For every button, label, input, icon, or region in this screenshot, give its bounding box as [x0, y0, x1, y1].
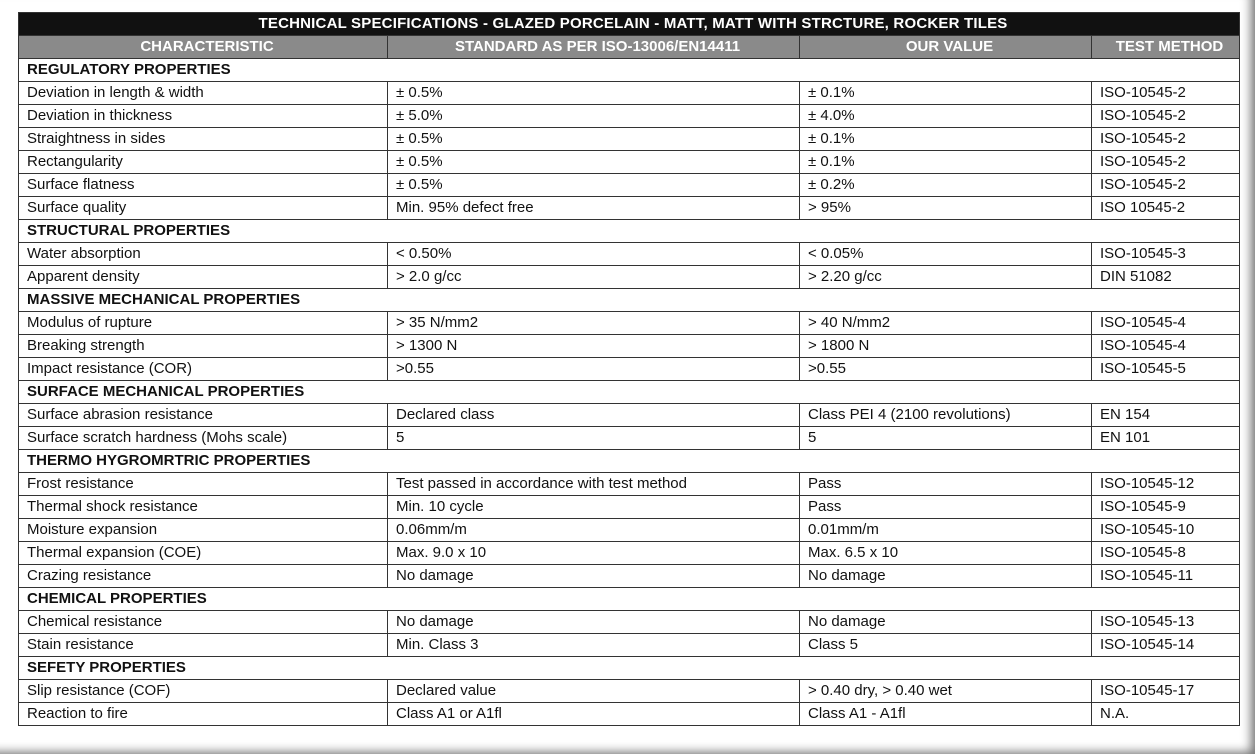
standard-cell: Test passed in accordance with test method: [388, 473, 800, 496]
test-method-cell: ISO-10545-9: [1092, 496, 1240, 519]
column-header-row: [19, 36, 1240, 59]
standard-cell: >0.55: [388, 358, 800, 381]
test-method-cell: ISO-10545-8: [1092, 542, 1240, 565]
table-row: [19, 680, 1240, 703]
test-method-cell: ISO-10545-4: [1092, 312, 1240, 335]
characteristic-cell: Surface flatness: [19, 174, 388, 197]
standard-cell: ± 0.5%: [388, 151, 800, 174]
standard-cell: Declared value: [388, 680, 800, 703]
characteristic-cell: Apparent density: [19, 266, 388, 289]
section-heading: CHEMICAL PROPERTIES: [19, 588, 1240, 611]
characteristic-cell: Stain resistance: [19, 634, 388, 657]
table-row: [19, 358, 1240, 381]
our-value-cell: ± 0.1%: [800, 151, 1092, 174]
test-method-cell: N.A.: [1092, 703, 1240, 726]
section-row: [19, 289, 1240, 312]
standard-cell: Min. Class 3: [388, 634, 800, 657]
table-row: [19, 151, 1240, 174]
table-row: [19, 105, 1240, 128]
our-value-cell: < 0.05%: [800, 243, 1092, 266]
our-value-cell: ± 0.1%: [800, 128, 1092, 151]
section-heading: SEFETY PROPERTIES: [19, 657, 1240, 680]
standard-cell: > 35 N/mm2: [388, 312, 800, 335]
section-row: [19, 381, 1240, 404]
test-method-cell: ISO-10545-13: [1092, 611, 1240, 634]
our-value-cell: Class 5: [800, 634, 1092, 657]
characteristic-cell: Straightness in sides: [19, 128, 388, 151]
column-header-test-method: TEST METHOD: [1092, 36, 1240, 59]
table-row: [19, 565, 1240, 588]
our-value-cell: Class PEI 4 (2100 revolutions): [800, 404, 1092, 427]
test-method-cell: ISO-10545-3: [1092, 243, 1240, 266]
test-method-cell: ISO-10545-2: [1092, 82, 1240, 105]
our-value-cell: Pass: [800, 496, 1092, 519]
table-title-row: [19, 13, 1240, 36]
standard-cell: Min. 10 cycle: [388, 496, 800, 519]
our-value-cell: > 2.20 g/cc: [800, 266, 1092, 289]
test-method-cell: ISO-10545-2: [1092, 128, 1240, 151]
test-method-cell: ISO-10545-5: [1092, 358, 1240, 381]
our-value-cell: > 40 N/mm2: [800, 312, 1092, 335]
section-heading: REGULATORY PROPERTIES: [19, 59, 1240, 82]
standard-cell: Class A1 or A1fl: [388, 703, 800, 726]
specifications-table: [18, 12, 1240, 726]
characteristic-cell: Impact resistance (COR): [19, 358, 388, 381]
section-row: [19, 657, 1240, 680]
our-value-cell: Class A1 - A1fl: [800, 703, 1092, 726]
standard-cell: Declared class: [388, 404, 800, 427]
table-row: [19, 634, 1240, 657]
table-row: [19, 82, 1240, 105]
our-value-cell: > 1800 N: [800, 335, 1092, 358]
section-heading: THERMO HYGROMRTRIC PROPERTIES: [19, 450, 1240, 473]
table-row: [19, 703, 1240, 726]
section-row: [19, 588, 1240, 611]
table-row: [19, 496, 1240, 519]
characteristic-cell: Chemical resistance: [19, 611, 388, 634]
our-value-cell: ± 0.2%: [800, 174, 1092, 197]
column-header-standard: STANDARD AS PER ISO-13006/EN14411: [388, 36, 800, 59]
section-heading: SURFACE MECHANICAL PROPERTIES: [19, 381, 1240, 404]
section-heading: STRUCTURAL PROPERTIES: [19, 220, 1240, 243]
our-value-cell: No damage: [800, 565, 1092, 588]
our-value-cell: ± 4.0%: [800, 105, 1092, 128]
characteristic-cell: Moisture expansion: [19, 519, 388, 542]
characteristic-cell: Slip resistance (COF): [19, 680, 388, 703]
our-value-cell: 5: [800, 427, 1092, 450]
table-row: [19, 243, 1240, 266]
our-value-cell: >0.55: [800, 358, 1092, 381]
test-method-cell: ISO 10545-2: [1092, 197, 1240, 220]
characteristic-cell: Thermal shock resistance: [19, 496, 388, 519]
test-method-cell: ISO-10545-17: [1092, 680, 1240, 703]
characteristic-cell: Surface scratch hardness (Mohs scale): [19, 427, 388, 450]
test-method-cell: EN 154: [1092, 404, 1240, 427]
characteristic-cell: Reaction to fire: [19, 703, 388, 726]
standard-cell: > 1300 N: [388, 335, 800, 358]
table-row: [19, 519, 1240, 542]
characteristic-cell: Thermal expansion (COE): [19, 542, 388, 565]
table-row: [19, 312, 1240, 335]
characteristic-cell: Deviation in length & width: [19, 82, 388, 105]
table-row: [19, 427, 1240, 450]
table-row: [19, 542, 1240, 565]
characteristic-cell: Breaking strength: [19, 335, 388, 358]
characteristic-cell: Crazing resistance: [19, 565, 388, 588]
standard-cell: > 2.0 g/cc: [388, 266, 800, 289]
standard-cell: 5: [388, 427, 800, 450]
section-heading: MASSIVE MECHANICAL PROPERTIES: [19, 289, 1240, 312]
standard-cell: ± 0.5%: [388, 174, 800, 197]
standard-cell: ± 0.5%: [388, 128, 800, 151]
characteristic-cell: Frost resistance: [19, 473, 388, 496]
test-method-cell: ISO-10545-4: [1092, 335, 1240, 358]
test-method-cell: ISO-10545-12: [1092, 473, 1240, 496]
characteristic-cell: Water absorption: [19, 243, 388, 266]
characteristic-cell: Surface abrasion resistance: [19, 404, 388, 427]
standard-cell: < 0.50%: [388, 243, 800, 266]
our-value-cell: Pass: [800, 473, 1092, 496]
test-method-cell: ISO-10545-2: [1092, 151, 1240, 174]
standard-cell: 0.06mm/m: [388, 519, 800, 542]
test-method-cell: ISO-10545-2: [1092, 174, 1240, 197]
section-row: [19, 450, 1240, 473]
table-row: [19, 197, 1240, 220]
standard-cell: No damage: [388, 611, 800, 634]
column-header-characteristic: CHARACTERISTIC: [19, 36, 388, 59]
table-row: [19, 174, 1240, 197]
our-value-cell: 0.01mm/m: [800, 519, 1092, 542]
table-row: [19, 404, 1240, 427]
characteristic-cell: Surface quality: [19, 197, 388, 220]
standard-cell: ± 5.0%: [388, 105, 800, 128]
standard-cell: No damage: [388, 565, 800, 588]
table-body: [19, 59, 1240, 726]
table-row: [19, 611, 1240, 634]
test-method-cell: ISO-10545-2: [1092, 105, 1240, 128]
our-value-cell: Max. 6.5 x 10: [800, 542, 1092, 565]
column-header-our-value: OUR VALUE: [800, 36, 1092, 59]
test-method-cell: ISO-10545-10: [1092, 519, 1240, 542]
table-row: [19, 473, 1240, 496]
test-method-cell: ISO-10545-11: [1092, 565, 1240, 588]
our-value-cell: > 95%: [800, 197, 1092, 220]
our-value-cell: > 0.40 dry, > 0.40 wet: [800, 680, 1092, 703]
characteristic-cell: Rectangularity: [19, 151, 388, 174]
our-value-cell: ± 0.1%: [800, 82, 1092, 105]
section-row: [19, 59, 1240, 82]
test-method-cell: ISO-10545-14: [1092, 634, 1240, 657]
standard-cell: ± 0.5%: [388, 82, 800, 105]
standard-cell: Min. 95% defect free: [388, 197, 800, 220]
section-row: [19, 220, 1240, 243]
table-row: [19, 335, 1240, 358]
our-value-cell: No damage: [800, 611, 1092, 634]
characteristic-cell: Modulus of rupture: [19, 312, 388, 335]
test-method-cell: EN 101: [1092, 427, 1240, 450]
table-row: [19, 128, 1240, 151]
characteristic-cell: Deviation in thickness: [19, 105, 388, 128]
test-method-cell: DIN 51082: [1092, 266, 1240, 289]
table-title: TECHNICAL SPECIFICATIONS - GLAZED PORCELAIN - MATT, MATT WITH STRCTURE, ROCKER TILES: [19, 13, 1240, 36]
standard-cell: Max. 9.0 x 10: [388, 542, 800, 565]
table-row: [19, 266, 1240, 289]
